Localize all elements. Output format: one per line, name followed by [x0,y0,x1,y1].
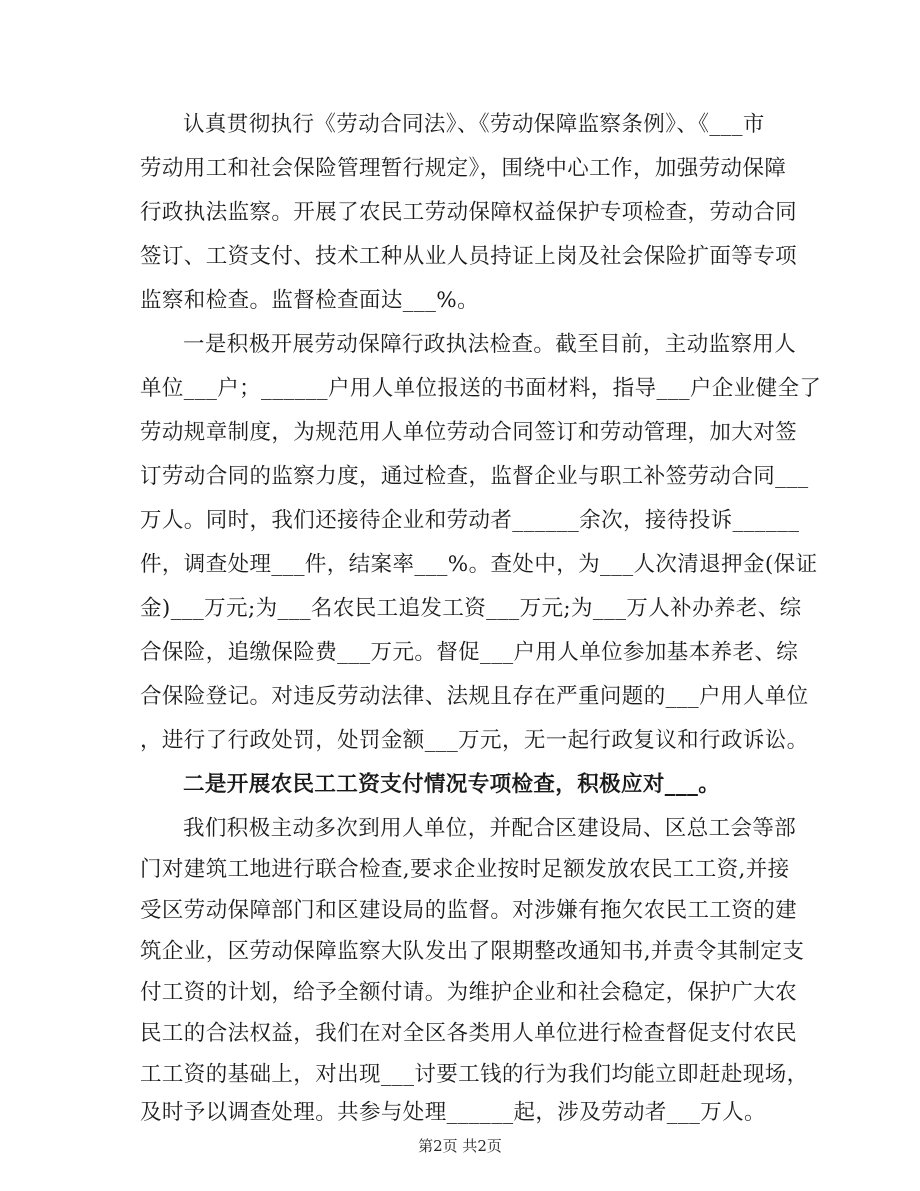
paragraph-2-line-9: 合保险登记。对违反劳动法律、法规且存在严重问题的___户用人单位 [140,684,809,709]
paragraph-2-line-7: 金)___万元;为___名农民工追发工资___万元;为___万人补办养老、综 [140,596,802,621]
paragraph-1-line-1: 认真贯彻执行《劳动合同法》、《劳动保障监察条例》、《___市 [183,112,765,137]
paragraph-4-line-2: 门对建筑工地进行联合检查,要求企业按时足额发放农民工工资,并接 [140,857,790,882]
paragraph-1-line-2: 劳动用工和社会保险管理暂行规定》，围绕中心工作，加强劳动保障 [140,156,787,181]
paragraph-2-line-2: 单位___户；______户用人单位报送的书面材料，指导___户企业健全了 [140,376,822,401]
paragraph-2-line-1: 一是积极开展劳动保障行政执法检查。截至目前，主动监察用人 [183,332,797,357]
paragraph-4-line-7: 工工资的基础上，对出现___讨要工钱的行为我们均能立即赶赴现场， [140,1062,809,1087]
paragraph-4-line-1: 我们积极主动多次到用人单位，并配合区建设局、区总工会等部 [183,816,797,841]
paragraph-4-line-8: 及时予以调查处理。共参与处理______起，涉及劳动者___万人。 [140,1100,766,1125]
paragraph-1-line-4: 签订、工资支付、技术工种从业人员持证上岗及社会保险扩面等专项 [140,244,798,269]
paragraph-1-line-5: 监察和检查。监督检查面达___%。 [140,288,479,313]
paragraph-2-line-4: 订劳动合同的监察力度，通过检查，监督企业与职工补签劳动合同___ [140,464,809,489]
paragraph-4-line-6: 民工的合法权益，我们在对全区各类用人单位进行检查督促支付农民 [140,1021,798,1046]
section-heading: 二是开展农民工工资支付情况专项检查，积极应对___。 [183,772,721,797]
page-footer: 第2页 共2页 [418,1137,502,1155]
paragraph-4-line-3: 受区劳动保障部门和区建设局的监督。对涉嫌有拖欠农民工工资的建 [140,898,798,923]
paragraph-4-line-5: 付工资的计划，给予全额付请。为维护企业和社会稳定，保护广大农 [140,980,798,1005]
paragraph-1-line-3: 行政执法监察。开展了农民工劳动保障权益保护专项检查，劳动合同 [140,200,798,225]
paragraph-4-line-4: 筑企业，区劳动保障监察大队发出了限期整改通知书,并责令其制定支 [140,939,805,964]
paragraph-2-line-5: 万人。同时，我们还接待企业和劳动者______余次，接待投诉______ [140,508,800,533]
paragraph-2-line-10: ，进行了行政处罚，处罚金额___万元，无一起行政复议和行政诉讼。 [140,728,809,753]
paragraph-2-line-3: 劳动规章制度，为规范用人单位劳动合同签订和劳动管理，加大对签 [140,420,798,445]
paragraph-2-line-8: 合保险，追缴保险费___万元。督促___户用人单位参加基本养老、综 [140,640,799,665]
paragraph-2-line-6: 件，调查处理___件，结案率___%。查处中，为___人次清退押金(保证 [140,552,818,577]
